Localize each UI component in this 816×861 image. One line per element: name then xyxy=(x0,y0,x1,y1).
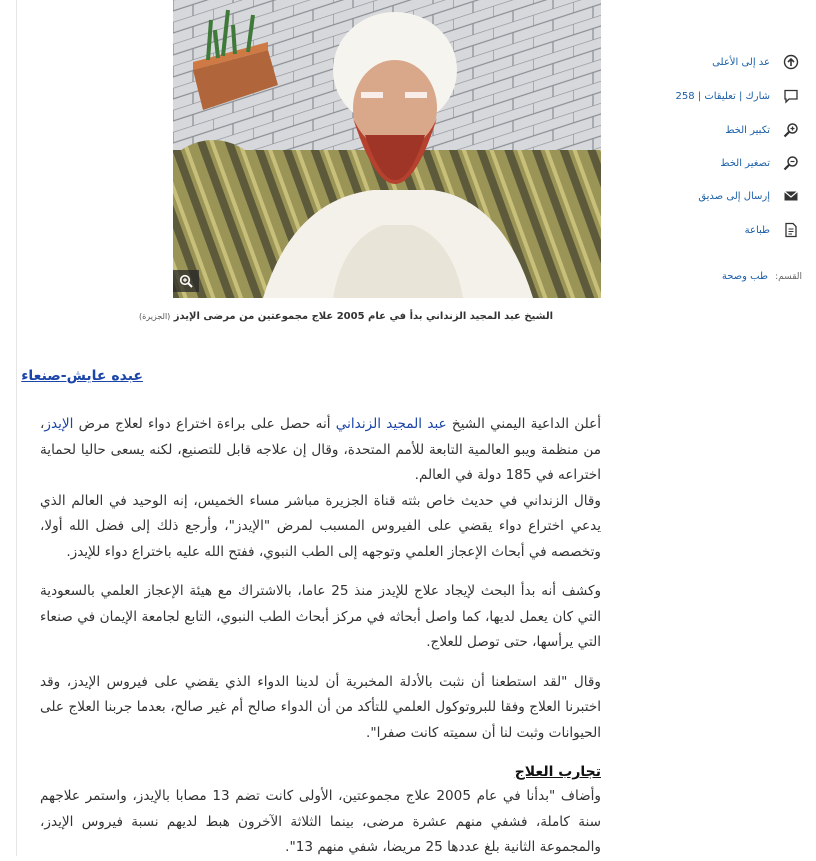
article-photo xyxy=(173,0,601,298)
comment-icon xyxy=(782,87,800,105)
zoom-out-icon xyxy=(782,154,800,172)
aids-link[interactable]: الإيدز xyxy=(44,416,74,432)
category-key: القسم: xyxy=(775,272,802,282)
increase-font-label: تكبير الخط xyxy=(725,124,770,136)
mail-icon xyxy=(782,187,800,205)
arrow-up-circle-icon xyxy=(782,53,800,71)
paragraph-4: وقال "لقد استطعنا أن نثبت بالأدلة المخبرية أن لدينا الدواء الذي يقضي على فيروس الإيدز، وقد اختبرنا العلاج وفقا للبروتوكول العلمي للتأكد من أن الدواء صالح أم غير صالح، بعدما جربنا العلاج على الحيوانات وثبت لنا أن سميته كانت صفرا". xyxy=(40,673,601,741)
photo-caption xyxy=(138,311,553,322)
back-to-top-label: عد إلى الأعلى xyxy=(712,56,770,68)
p1-text-c: ، من منظمة ويبو العالمية التابعة للأمم المتحدة، وقال إن علاجه قابل للتصنيع، لكنه يسعى حاليا لحماية اختراعه في 185 دولة في العالم. xyxy=(40,416,601,483)
increase-font-link[interactable] xyxy=(725,120,800,140)
paragraph-5: وأضاف "بدأنا في عام 2005 علاج مجموعتين، الأولى كانت تضم 13 مصابا بالإيدز، واستمر علاجهم سنة كاملة، فشفي منهم عشرة مرضى، بينما الثلاثة الآخرون هبط لديهم نسبة فيروس الإيدز، والمجموعة الثانية بلغ عددها 25 مريضا، شفي منهم 13". xyxy=(40,788,601,855)
photo-zoom-button[interactable] xyxy=(173,270,199,292)
print-link[interactable] xyxy=(745,220,800,240)
sheikh-portrait-image xyxy=(173,0,601,298)
zoom-in-icon xyxy=(179,274,193,288)
paragraph-3: وكشف أنه بدأ البحث لإيجاد علاج للإيدز منذ 25 عاما، بالاشتراك مع هيئة الإعجاز العلمي بالسعودية التي كان يعمل لديها، كما واصل أبحاثه في مركز أبحاث الطب النبوي، التابع لجامعة الإيمان في صنعاء التي يرأسها، حتى توصل للعلاج. xyxy=(40,583,602,650)
send-to-friend-link[interactable] xyxy=(698,186,800,206)
paragraph-2: وقال الزنداني في حديث خاص بثته قناة الجزيرة مباشر مساء الخميس، إنه الوحيد في العالم الذي يدعي اختراع دواء يقضي على الفيروس المسبب لمرض "الإيدز"، وأرجع ذلك إلى فضل الله أولا، وتخصصه في أبحاث الإعجاز العلمي وتوجهه إلى الطب النبوي، ففتح الله عليه باختراع دواء للإيدز. xyxy=(40,492,601,560)
photo-caption-text: الشيخ عبد المجيد الزنداني بدأ في عام 2005 علاج مجموعتين من مرضى الإيدز xyxy=(173,311,553,322)
print-icon xyxy=(782,221,800,239)
share-comments-link[interactable] xyxy=(676,86,801,106)
share-comments-label: شارك | تعليقات | 258 xyxy=(675,90,770,102)
print-label: طباعة xyxy=(744,224,770,236)
left-divider xyxy=(16,0,17,856)
author-byline[interactable]: عبده عايش-صنعاء xyxy=(21,368,143,384)
category-link[interactable]: طب وصحة xyxy=(721,271,768,282)
p1-text-b: أنه حصل على براءة اختراع دواء لعلاج مرض xyxy=(73,416,336,432)
photo-caption-source: (الجزيرة) xyxy=(138,312,171,321)
zoom-in-icon xyxy=(782,121,800,139)
back-to-top-link[interactable] xyxy=(712,52,800,72)
paragraph-1 xyxy=(40,412,601,489)
section-heading: تجارب العلاج xyxy=(514,764,601,780)
decrease-font-link[interactable] xyxy=(720,153,800,173)
decrease-font-label: تصغير الخط xyxy=(720,157,770,169)
p1-text-a: أعلن الداعية اليمني الشيخ xyxy=(446,416,601,432)
category-line xyxy=(722,271,802,282)
article-body xyxy=(40,412,601,861)
zindani-link[interactable]: عبد المجيد الزنداني xyxy=(335,416,447,432)
send-to-friend-label: إرسال إلى صديق xyxy=(698,190,770,202)
